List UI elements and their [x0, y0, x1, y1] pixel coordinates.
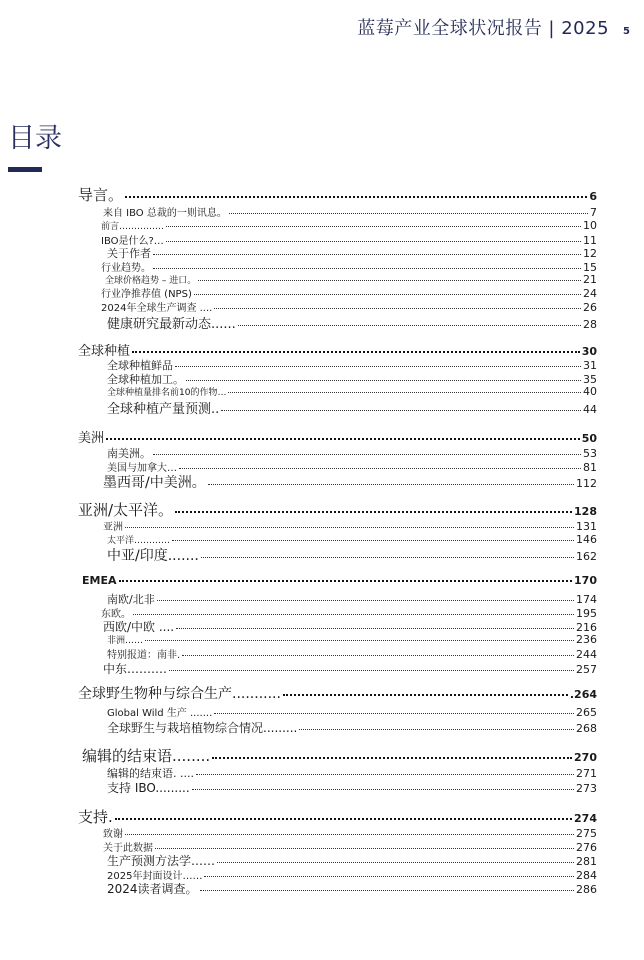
section-label: 支持. [78, 808, 113, 826]
entry-label: 关于作者 [107, 247, 151, 260]
dot-leader [217, 862, 574, 863]
entry-label: 编辑的结束语. .... [107, 767, 194, 780]
entry-label: 墨西哥/中美洲。 [103, 475, 206, 491]
toc-entry[interactable] [101, 259, 597, 274]
section-page: 30 [581, 345, 597, 358]
entry-label: 2024年全球生产调查 .... [101, 303, 213, 314]
entry-label: 南美洲。 [107, 447, 151, 460]
dot-leader [125, 196, 587, 198]
dot-leader [179, 468, 581, 469]
toc-entry[interactable] [101, 219, 597, 232]
toc-entry[interactable] [107, 313, 597, 332]
entry-label: 关于此数据 [103, 843, 153, 854]
entry-label: 太平洋………… [107, 536, 171, 546]
toc-entry[interactable] [107, 880, 597, 897]
dot-leader [115, 818, 572, 820]
entry-page: 236 [576, 633, 597, 646]
dot-leader [192, 789, 574, 790]
entry-page: 7 [590, 206, 597, 219]
dot-leader [133, 614, 574, 615]
dot-leader [208, 484, 574, 485]
entry-page: 244 [576, 648, 597, 661]
entry-label: 致谢 [103, 829, 123, 840]
section-page: 50 [581, 432, 597, 445]
toc-entry[interactable] [103, 518, 597, 533]
entry-label: 特别报道：南非. [107, 650, 181, 661]
toc-entry[interactable] [103, 660, 597, 677]
dot-leader [169, 670, 574, 671]
entry-page: 273 [576, 782, 597, 795]
dot-leader [198, 280, 581, 281]
entry-label: 亚洲 [103, 522, 123, 533]
toc-entry[interactable] [107, 719, 597, 736]
entry-page: 146 [576, 533, 597, 546]
entry-label: 健康研究最新动态...... [107, 317, 236, 332]
section-page: 6 [589, 190, 597, 203]
entry-page: 28 [583, 318, 597, 331]
toc-section-editor-closing[interactable] [82, 745, 597, 766]
dot-leader [214, 713, 574, 714]
entry-page: 40 [583, 385, 597, 398]
toc-entry[interactable] [107, 633, 597, 646]
entry-page: 257 [576, 663, 597, 676]
entry-label: 全球种植量排名前10的作物… [107, 388, 227, 398]
entry-label: IBO是什么?… [101, 236, 164, 247]
entry-page: 53 [583, 447, 597, 460]
dot-leader [194, 294, 581, 295]
dot-leader [125, 834, 574, 835]
dot-leader [238, 325, 581, 326]
entry-label: 2025年封面设计…… [107, 871, 203, 882]
entry-page: 11 [583, 234, 597, 247]
entry-label: 前言…………… [101, 222, 165, 232]
dot-leader [175, 366, 581, 367]
entry-page: 10 [583, 219, 597, 232]
section-label: 编辑的结束语........ [82, 747, 211, 765]
toc-section-intro[interactable] [78, 184, 597, 205]
toc-entry[interactable] [107, 385, 597, 398]
entry-label: 生产预测方法学…… [107, 854, 216, 868]
entry-page: 31 [583, 359, 597, 372]
toc-section-asia-pacific[interactable] [78, 499, 597, 520]
section-page: 274 [574, 812, 597, 825]
report-title: 蓝莓产业全球状况报告 | 2025 [357, 18, 610, 39]
toc-entry[interactable] [103, 825, 597, 840]
entry-page: 35 [583, 373, 597, 386]
dot-leader [299, 729, 574, 730]
dot-leader [155, 848, 574, 849]
entry-page: 112 [576, 477, 597, 490]
entry-label: 西欧/中欧 .... [103, 620, 175, 634]
dot-leader [176, 628, 574, 629]
dot-leader [196, 774, 574, 775]
entry-page: 284 [576, 869, 597, 882]
section-page: 128 [574, 505, 597, 518]
entry-page: 216 [576, 621, 597, 634]
dot-leader [106, 438, 580, 440]
dot-leader [172, 540, 574, 541]
entry-page: 195 [576, 607, 597, 620]
entry-page: 275 [576, 827, 597, 840]
entry-label: 支持 IBO......... [107, 781, 190, 795]
dot-leader [157, 600, 574, 601]
dot-leader [204, 876, 574, 877]
entry-label: 行业趋势。 [101, 263, 151, 274]
dot-leader [214, 308, 581, 309]
dot-leader [175, 511, 572, 513]
toc-section-support[interactable] [78, 806, 597, 827]
dot-leader [221, 410, 581, 411]
page-number: 5 [623, 26, 630, 37]
dot-leader [186, 380, 581, 381]
toc-section-global-wild[interactable] [78, 683, 597, 703]
toc-entry[interactable] [107, 545, 597, 565]
section-label: EMEA [82, 574, 117, 587]
dot-leader [229, 213, 588, 214]
toc-entry[interactable] [107, 779, 597, 796]
dot-leader [200, 890, 574, 891]
entry-label: 中亚/印度....... [107, 548, 199, 564]
entry-label: 全球野生与栽培植物综合情况......... [107, 721, 298, 735]
entry-label: 全球价格趋势 – 进口。 [105, 276, 197, 286]
toc-entry[interactable] [103, 204, 597, 219]
entry-label: 行业净推荐值 (NPS) [101, 289, 192, 300]
section-label: 全球野生物种与综合生产........... [78, 686, 281, 702]
entry-page: 26 [583, 301, 597, 314]
entry-page: 15 [583, 261, 597, 274]
toc-entry[interactable] [101, 285, 597, 300]
entry-label: 2024读者调查。 [107, 882, 198, 896]
entry-page: 12 [583, 247, 597, 260]
entry-page: 268 [576, 722, 597, 735]
toc-title: 目录 [8, 123, 62, 154]
dot-leader [283, 694, 568, 696]
entry-page: 276 [576, 841, 597, 854]
entry-page: 281 [576, 855, 597, 868]
toc-entry[interactable] [107, 704, 597, 719]
entry-page: 265 [576, 706, 597, 719]
entry-page: 24 [583, 287, 597, 300]
entry-label: 全球种植产量预测.. [107, 402, 220, 417]
section-label: 美洲 [78, 431, 105, 446]
dot-leader [125, 527, 574, 528]
toc-entry[interactable] [107, 646, 597, 661]
entry-label: 中东………. [103, 662, 167, 676]
section-page: 270 [574, 751, 597, 764]
section-label: 导言。 [78, 186, 124, 204]
toc-entry[interactable] [101, 299, 597, 314]
dot-leader [228, 392, 581, 393]
entry-page: 131 [576, 520, 597, 533]
section-page: 170 [574, 574, 597, 587]
dot-leader [166, 226, 581, 227]
entry-label: Global Wild 生产 ....... [107, 708, 213, 719]
dot-leader [212, 757, 572, 759]
entry-page: 174 [576, 593, 597, 606]
dot-leader [153, 454, 581, 455]
toc-entry[interactable] [103, 472, 597, 492]
entry-page: 44 [583, 403, 597, 416]
entry-label: 美国与加拿大… [107, 463, 177, 474]
dot-leader [201, 557, 574, 558]
toc-section-emea[interactable] [82, 574, 597, 587]
section-label: 全球种植 [78, 344, 131, 359]
entry-page: 271 [576, 767, 597, 780]
entry-label: 来自 IBO 总裁的一则讯息。 [103, 208, 227, 219]
dot-leader [182, 655, 574, 656]
toc-entry[interactable] [107, 398, 597, 417]
dot-leader [153, 254, 581, 255]
section-page: .264 [569, 688, 597, 701]
dot-leader [166, 241, 581, 242]
dot-leader [132, 351, 580, 353]
entry-page: 81 [583, 461, 597, 474]
dot-leader [119, 580, 573, 582]
entry-label: 东欧。 [101, 609, 131, 620]
section-label: 亚洲/太平洋。 [78, 501, 174, 519]
dot-leader [145, 640, 574, 641]
toc-section-americas[interactable] [78, 427, 597, 446]
entry-label: 南欧/北非 [107, 593, 155, 606]
entry-page: 162 [576, 550, 597, 563]
entry-label: 全球种植加工。 [107, 373, 184, 386]
entry-label: 全球种植鲜品 [107, 359, 173, 372]
entry-label: 非洲…… [107, 636, 144, 646]
entry-page: 286 [576, 883, 597, 896]
entry-page: 21 [583, 273, 597, 286]
dot-leader [153, 268, 581, 269]
